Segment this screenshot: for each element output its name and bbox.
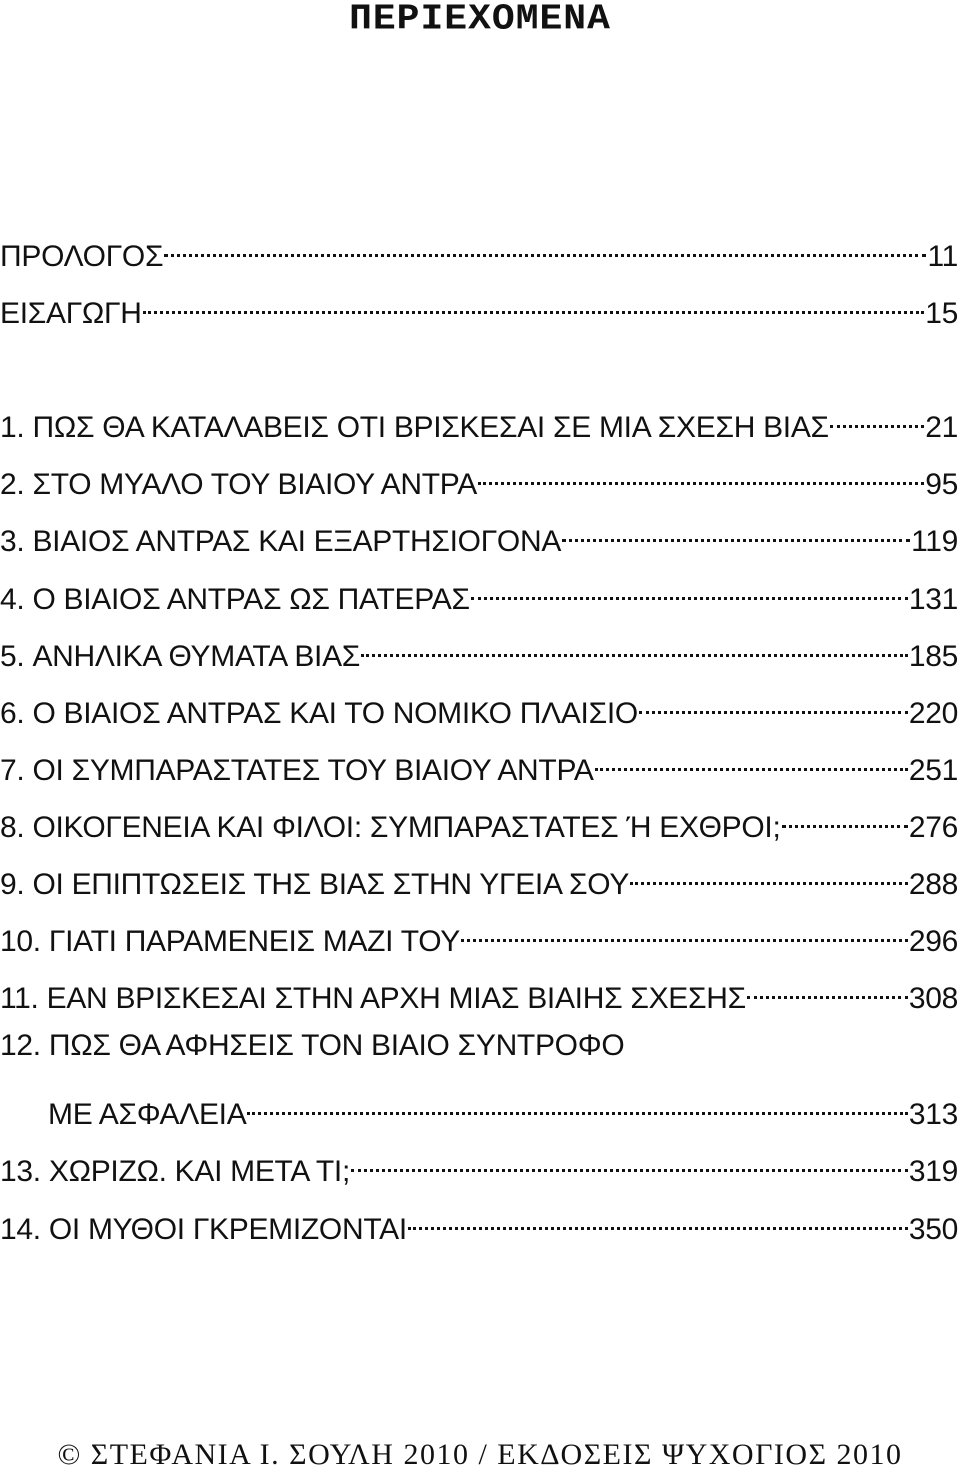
chapter-number: 1. <box>0 411 25 444</box>
dot-leader <box>143 283 925 323</box>
toc-entry-page: 119 <box>911 525 958 558</box>
toc-entry-label: ΟΙ ΜΥΘΟΙ ΓΚΡΕΜΙΖΟΝΤΑΙ <box>48 1213 407 1246</box>
dot-leader <box>361 626 908 666</box>
toc-entry-page: 95 <box>925 468 958 501</box>
toc-entry-label: ΟΙ ΕΠΙΠΤΩΣΕΙΣ ΤΗΣ ΒΙΑΣ ΣΤΗΝ ΥΓΕΙΑ ΣΟΥ <box>32 868 630 901</box>
toc-entry-chapter-1 <box>0 397 958 444</box>
toc-entry-page: 220 <box>908 697 958 730</box>
chapter-number: 3. <box>0 525 25 558</box>
toc-entry-page: 21 <box>925 411 958 444</box>
dot-leader <box>562 511 910 551</box>
toc-entry-label: Ο ΒΙΑΙΟΣ ΑΝΤΡΑΣ ΚΑΙ ΤΟ ΝΟΜΙΚΟ ΠΛΑΙΣΙΟ <box>32 697 638 730</box>
dot-leader <box>747 968 908 1008</box>
toc-entry-label: ΠΡΟΛΟΓΟΣ <box>0 240 164 273</box>
toc-entry-page: 131 <box>908 583 958 616</box>
dot-leader <box>595 740 908 780</box>
toc-entry-chapter-9 <box>0 854 958 901</box>
chapter-number: 14. <box>0 1213 41 1246</box>
toc-entry-label: ΕΑΝ ΒΡΙΣΚΕΣΑΙ ΣΤΗΝ ΑΡΧΗ ΜΙΑΣ ΒΙΑΙΗΣ ΣΧΕΣΗΣ <box>46 982 746 1015</box>
chapter-number: 5. <box>0 640 25 673</box>
toc-entry-page: 296 <box>908 925 958 958</box>
chapter-number: 13. <box>0 1155 41 1188</box>
chapter-number: 12. <box>0 1029 41 1062</box>
dot-leader <box>782 797 908 837</box>
chapter-number: 10. <box>0 925 41 958</box>
toc-entry-page: 288 <box>908 868 958 901</box>
toc-entry-label: ΑΝΗΛΙΚΑ ΘΥΜΑΤΑ ΒΙΑΣ <box>32 640 361 673</box>
toc-entry-chapter-12-continued <box>0 1084 958 1131</box>
chapter-number: 6. <box>0 697 25 730</box>
toc-entry-label: Ο ΒΙΑΙΟΣ ΑΝΤΡΑΣ ΩΣ ΠΑΤΕΡΑΣ <box>32 583 470 616</box>
toc-entry-page: 308 <box>908 982 958 1015</box>
toc-entry-label: ΟΙΚΟΓΕΝΕΙΑ ΚΑΙ ΦΙΛΟΙ: ΣΥΜΠΑΡΑΣΤΑΤΕΣ Ή ΕΧΘΡΟΙ; <box>32 811 781 844</box>
toc-entry-introduction <box>0 283 958 330</box>
dot-leader <box>830 397 924 437</box>
toc-entry-label-continued: ΜΕ ΑΣΦΑΛΕΙΑ <box>48 1098 247 1131</box>
dot-leader <box>247 1084 907 1124</box>
toc-entry-label: ΣΤΟ ΜΥΑΛΟ ΤΟΥ ΒΙΑΙΟΥ ΑΝΤΡΑ <box>32 468 477 501</box>
dot-leader <box>408 1199 908 1239</box>
dot-leader <box>478 454 924 494</box>
toc-entry-chapter-10 <box>0 911 958 958</box>
toc-entry-chapter-2 <box>0 454 958 501</box>
chapter-number: 8. <box>0 811 25 844</box>
toc-entry-label: ΧΩΡΙΖΩ. ΚΑΙ ΜΕΤΑ ΤΙ; <box>48 1155 350 1188</box>
chapter-number: 9. <box>0 868 25 901</box>
toc-entry-label: ΕΙΣΑΓΩΓΗ <box>0 297 142 330</box>
toc-entry-page: 319 <box>908 1155 958 1188</box>
toc-entry-chapter-4 <box>0 569 958 616</box>
toc-entry-chapter-3 <box>0 511 958 558</box>
toc-entry-page: 11 <box>927 240 958 273</box>
toc-entry-label: ΓΙΑΤΙ ΠΑΡΑΜΕΝΕΙΣ ΜΑΖΙ ΤΟΥ <box>48 925 460 958</box>
dot-leader <box>630 854 908 894</box>
toc-entry-chapter-8 <box>0 797 958 844</box>
toc-entry-chapter-6 <box>0 683 958 730</box>
dot-leader <box>461 911 908 951</box>
chapter-number: 2. <box>0 468 25 501</box>
toc-entry-chapter-12 <box>0 1026 958 1066</box>
chapter-number: 4. <box>0 583 25 616</box>
chapter-number: 11. <box>0 982 39 1015</box>
toc-entry-label: ΒΙΑΙΟΣ ΑΝΤΡΑΣ ΚΑΙ ΕΞΑΡΤΗΣΙΟΓΟΝΑ <box>32 525 562 558</box>
toc-entry-page: 185 <box>908 640 958 673</box>
dot-leader <box>639 683 908 723</box>
dot-leader <box>164 226 926 266</box>
toc-entry-chapter-5 <box>0 626 958 673</box>
toc-entry-page: 350 <box>908 1213 958 1246</box>
toc-entry-label: ΠΩΣ ΘΑ ΚΑΤΑΛΑΒΕΙΣ ΟΤΙ ΒΡΙΣΚΕΣΑΙ ΣΕ ΜΙΑ ΣΧΕΣΗ ΒΙΑΣ <box>32 411 829 444</box>
toc-entry-label: ΟΙ ΣΥΜΠΑΡΑΣΤΑΤΕΣ ΤΟΥ ΒΙΑΙΟΥ ΑΝΤΡΑ <box>32 754 594 787</box>
toc-entry-page: 15 <box>925 297 958 330</box>
toc-entry-page: 276 <box>908 811 958 844</box>
toc-entry-chapter-11 <box>0 968 958 1015</box>
dot-leader <box>351 1141 908 1181</box>
toc-entry-chapter-7 <box>0 740 958 787</box>
toc-entry-prologue <box>0 226 958 273</box>
toc-entry-page: 313 <box>908 1098 958 1131</box>
toc-entry-chapter-14 <box>0 1199 958 1246</box>
dot-leader <box>471 569 908 609</box>
page-title: ΠΕΡΙΕΧΟΜΕΝΑ <box>349 0 611 40</box>
toc-entry-chapter-13 <box>0 1141 958 1188</box>
toc-entry-page: 251 <box>908 754 958 787</box>
toc-entry-label: ΠΩΣ ΘΑ ΑΦΗΣΕΙΣ ΤΟΝ ΒΙΑΙΟ ΣΥΝΤΡΟΦΟ <box>48 1029 625 1062</box>
copyright-footer: © ΣΤΕΦΑΝΙΑ Ι. ΣΟΥΛΗ 2010 / ΕΚΔΟΣΕΙΣ ΨΥΧΟΓΙΟΣ 2010 <box>57 1438 903 1471</box>
chapter-number: 7. <box>0 754 25 787</box>
